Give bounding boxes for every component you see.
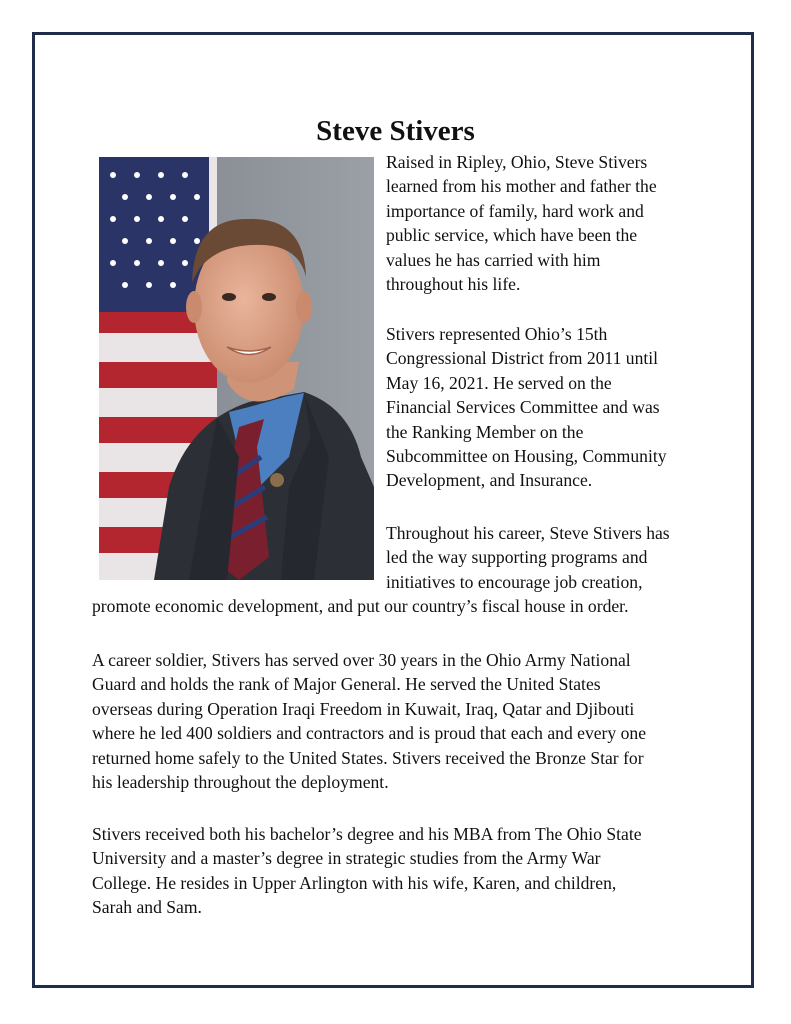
text-line: led the way supporting programs and xyxy=(386,547,648,568)
text-line: learned from his mother and father the xyxy=(386,176,657,197)
text-line: public service, which have been the xyxy=(386,225,638,246)
bio-paragraph-career xyxy=(386,521,670,594)
text-line: Raised in Ripley, Ohio, Steve Stivers xyxy=(386,152,648,172)
text-line: overseas during Operation Iraqi Freedom in Kuwait, Iraq, Qatar and Djibouti xyxy=(92,698,635,719)
text-line: Guard and holds the rank of Major General. He served the United States xyxy=(92,674,601,695)
text-line: A career soldier, Stivers has served over 30 years in the Ohio Army National xyxy=(92,650,631,670)
page-title: Steve Stivers xyxy=(316,115,475,148)
text-line: Development, and Insurance. xyxy=(386,470,593,491)
text-line: Congressional District from 2011 until xyxy=(386,348,659,369)
text-line: returned home safely to the United States. Stivers received the Bronze Star for xyxy=(92,747,644,768)
text-line: Stivers represented Ohio’s 15th xyxy=(386,324,608,344)
bio-paragraph-military xyxy=(92,648,646,794)
text-line: College. He resides in Upper Arlington with his wife, Karen, and children, xyxy=(92,872,617,893)
text-line: importance of family, hard work and xyxy=(386,200,644,221)
text-line: Subcommittee on Housing, Community xyxy=(386,446,667,467)
bio-paragraph-congress xyxy=(386,322,667,493)
text-line: the Ranking Member on the xyxy=(386,421,584,442)
text-line: Financial Services Committee and was xyxy=(386,397,660,418)
text-line: Throughout his career, Steve Stivers has xyxy=(386,523,670,543)
text-line: Stivers received both his bachelor’s degree and his MBA from The Ohio State xyxy=(92,824,642,844)
bio-paragraph-career-continued xyxy=(92,594,628,618)
text-line: May 16, 2021. He served on the xyxy=(386,372,612,393)
text-line: Sarah and Sam. xyxy=(92,897,202,918)
portrait-photo xyxy=(99,157,374,580)
text-line: University and a master’s degree in strategic studies from the Army War xyxy=(92,848,601,869)
bio-paragraph-education xyxy=(92,822,642,920)
bio-paragraph-upbringing xyxy=(386,150,657,296)
text-line: where he led 400 soldiers and contractors and is proud that each and every one xyxy=(92,723,647,744)
text-line: values he has carried with him xyxy=(386,249,601,270)
text-line: throughout his life. xyxy=(386,274,521,295)
text-line: his leadership throughout the deployment. xyxy=(92,772,389,793)
text-line: initiatives to encourage job creation, xyxy=(386,571,643,592)
text-line: promote economic development, and put our country’s fiscal house in order. xyxy=(92,596,629,616)
